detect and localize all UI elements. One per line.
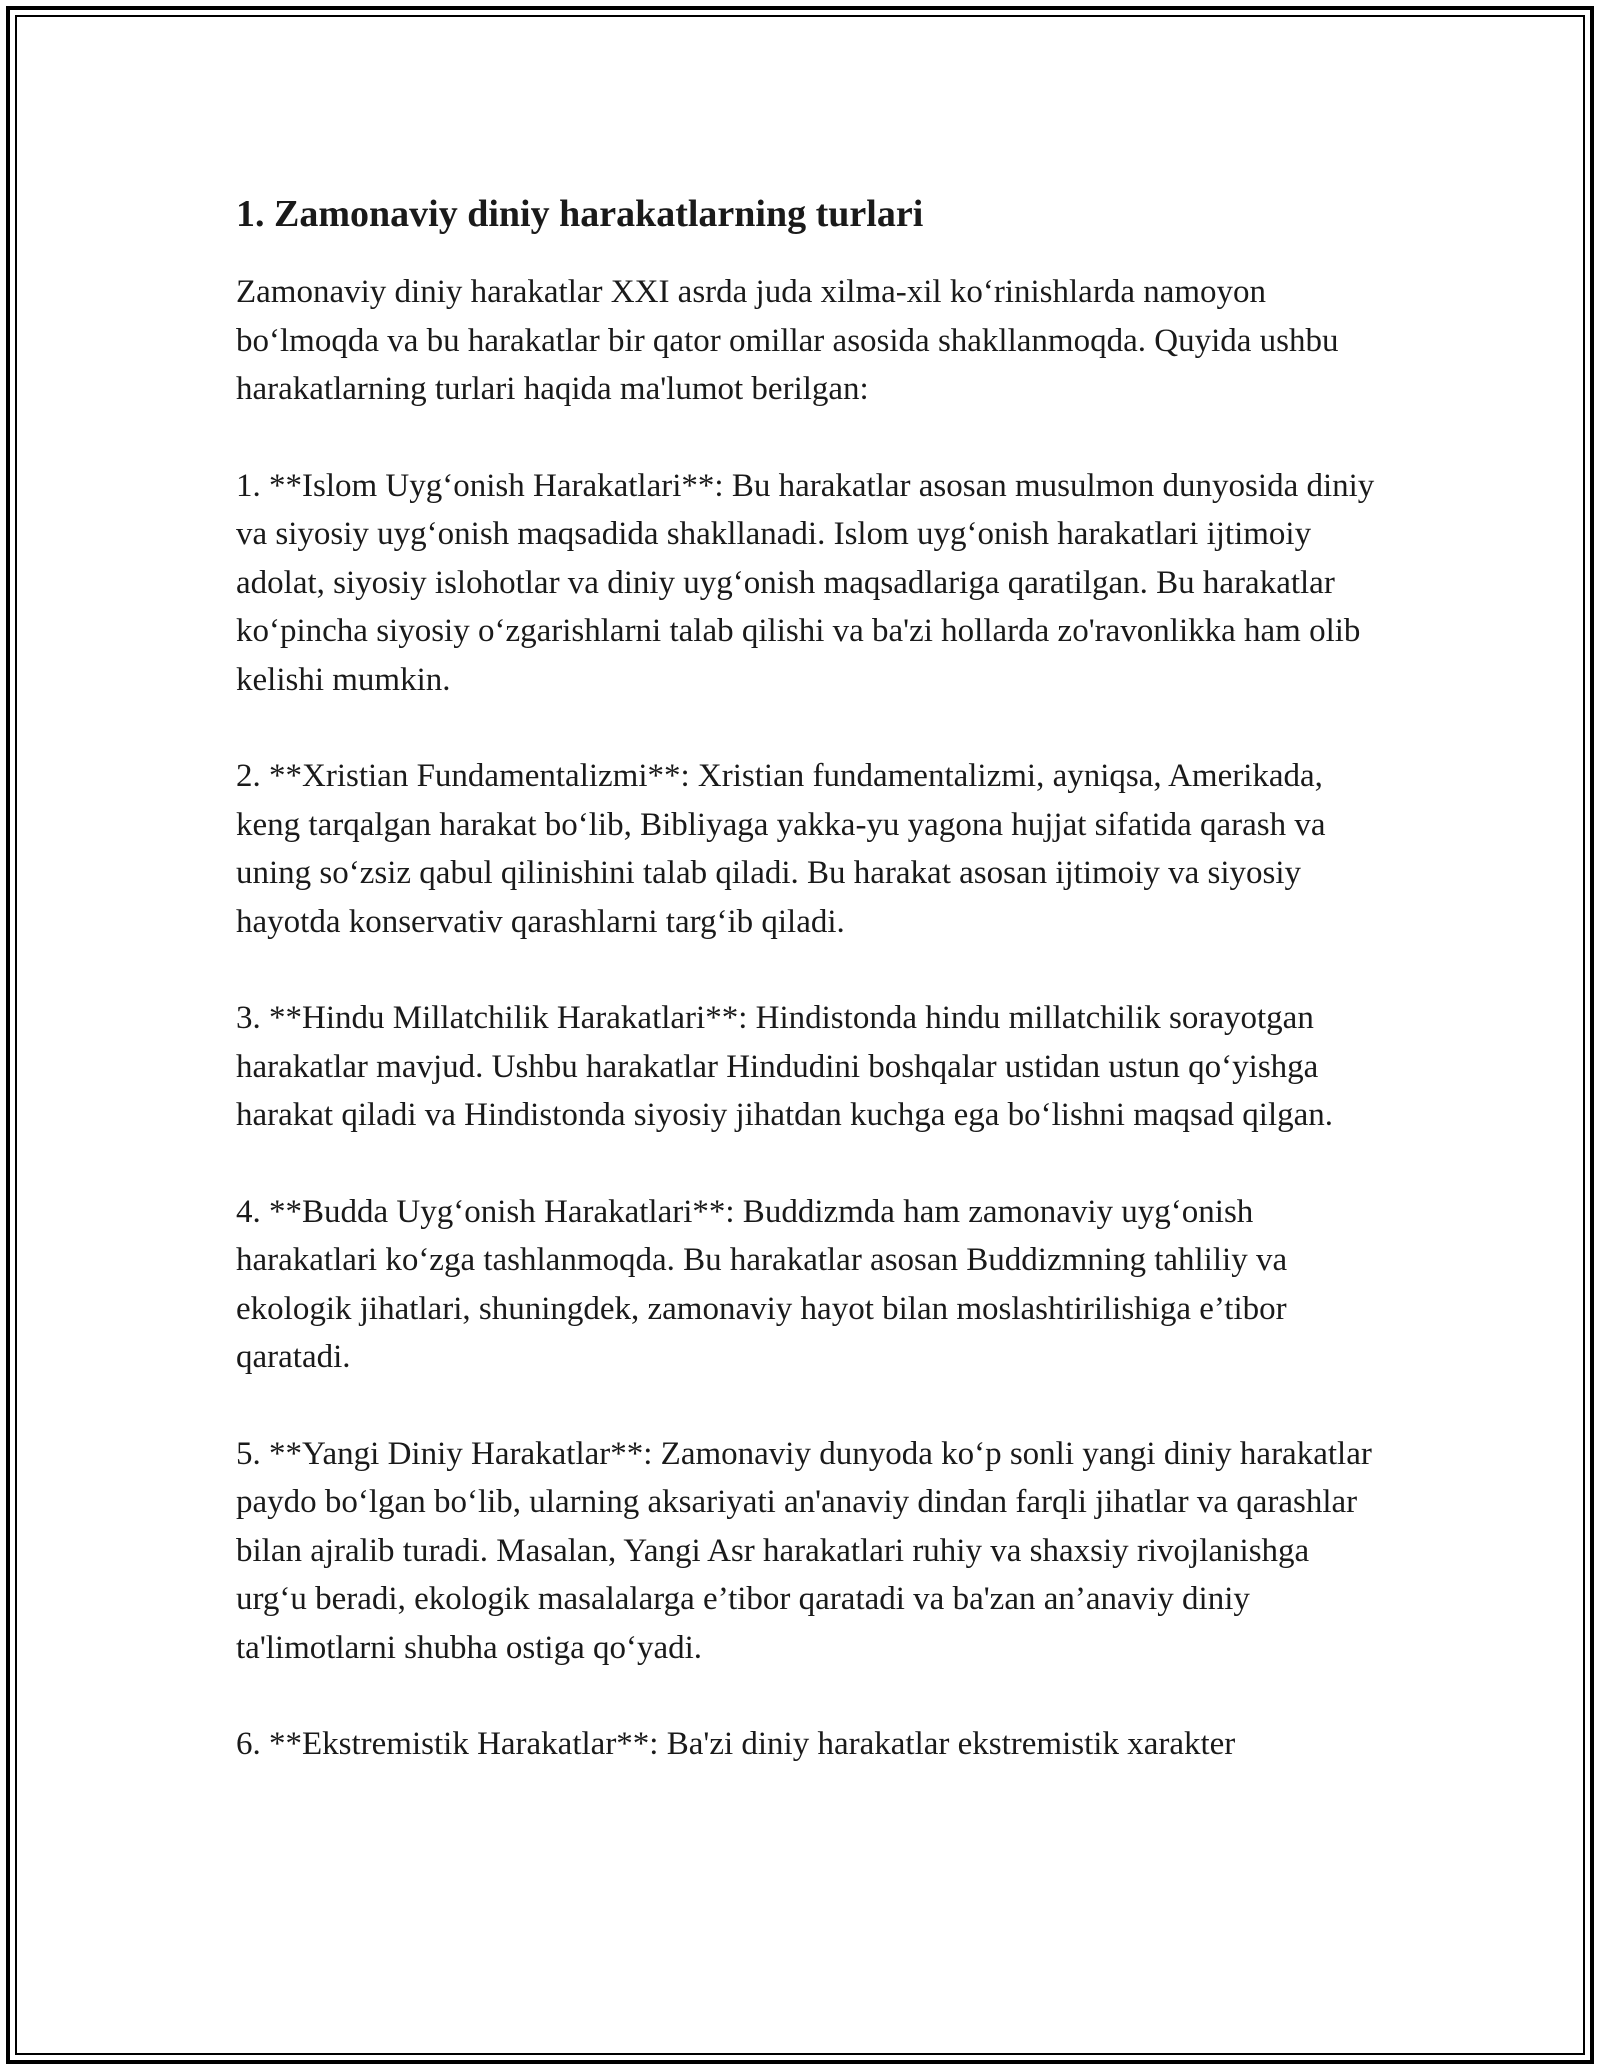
paragraph-ekstremistik: 6. **Ekstremistik Harakatlar**: Ba'zi diniy harakatlar ekstremistik xarakter bbox=[236, 1726, 1236, 1762]
paragraph-budda-uygonish: 4. **Budda Uygʻonish Harakatlari**: Buddizmda ham zamonaviy uygʻonish harakatlari koʻzga tashlanmoqda. Bu harakatlar asosan Buddizmning tahliliy va ekologik jihatlari, shuningdek, zamonaviy hayot bilan moslashtirilishiga e’tibor qaratadi. bbox=[236, 1193, 1288, 1375]
document-body bbox=[236, 188, 1386, 1817]
paragraph-xristian-fundamentalizmi: 2. **Xristian Fundamentalizmi**: Xristian fundamentalizmi, ayniqsa, Amerikada, keng tarqalgan harakat boʻlib, Bibliyaga yakka-yu yagona hujjat sifatida qarash va uning soʻzsiz qabul qilinishini talab qiladi. Bu harakat asosan ijtimoiy va siyosiy hayotda konservativ qarashlarni targʻib qiladi. bbox=[236, 758, 1326, 940]
paragraph-yangi-diniy: 5. **Yangi Diniy Harakatlar**: Zamonaviy dunyoda koʻp sonli yangi diniy harakatlar paydo boʻlgan boʻlib, ularning aksariyati an'anaviy dindan farqli jihatlar va qarashlar bilan ajralib turadi. Masalan, Yangi Asr harakatlari ruhiy va shaxsiy rivojlanishga urgʻu beradi, ekologik masalalarga e’tibor qaratadi va ba'zan an’anaviy diniy ta'limotlarni shubha ostiga qoʻyadi. bbox=[236, 1435, 1372, 1666]
paragraph-hindu-millatchilik: 3. **Hindu Millatchilik Harakatlari**: Hindistonda hindu millatchilik sorayotgan harakatlar mavjud. Ushbu harakatlar Hindudini boshqalar ustidan ustun qoʻyishga harakat qiladi va Hindistonda siyosiy jihatdan kuchga ega boʻlishni maqsad qilgan. bbox=[236, 1000, 1334, 1133]
section-heading: 1. Zamonaviy diniy harakatlarning turlari bbox=[236, 193, 924, 235]
intro-paragraph: Zamonaviy diniy harakatlar XXI asrda juda xilma-xil koʻrinishlarda namoyon boʻlmoqda va bu harakatlar bir qator omillar asosida shakllanmoqda. Quyida ushbu harakatlarning turlari haqida ma'lumot berilgan: bbox=[236, 274, 1339, 407]
paragraph-islom-uygonish: 1. **Islom Uygʻonish Harakatlari**: Bu harakatlar asosan musulmon dunyosida diniy va siyosiy uygʻonish maqsadida shakllanadi. Islom uygʻonish harakatlari ijtimoiy adolat, siyosiy islohotlar va diniy uygʻonish maqsadlariga qaratilgan. Bu harakatlar koʻpincha siyosiy oʻzgarishlarni talab qilishi va ba'zi hollarda zo'ravonlikka ham olib kelishi mumkin. bbox=[236, 467, 1375, 698]
